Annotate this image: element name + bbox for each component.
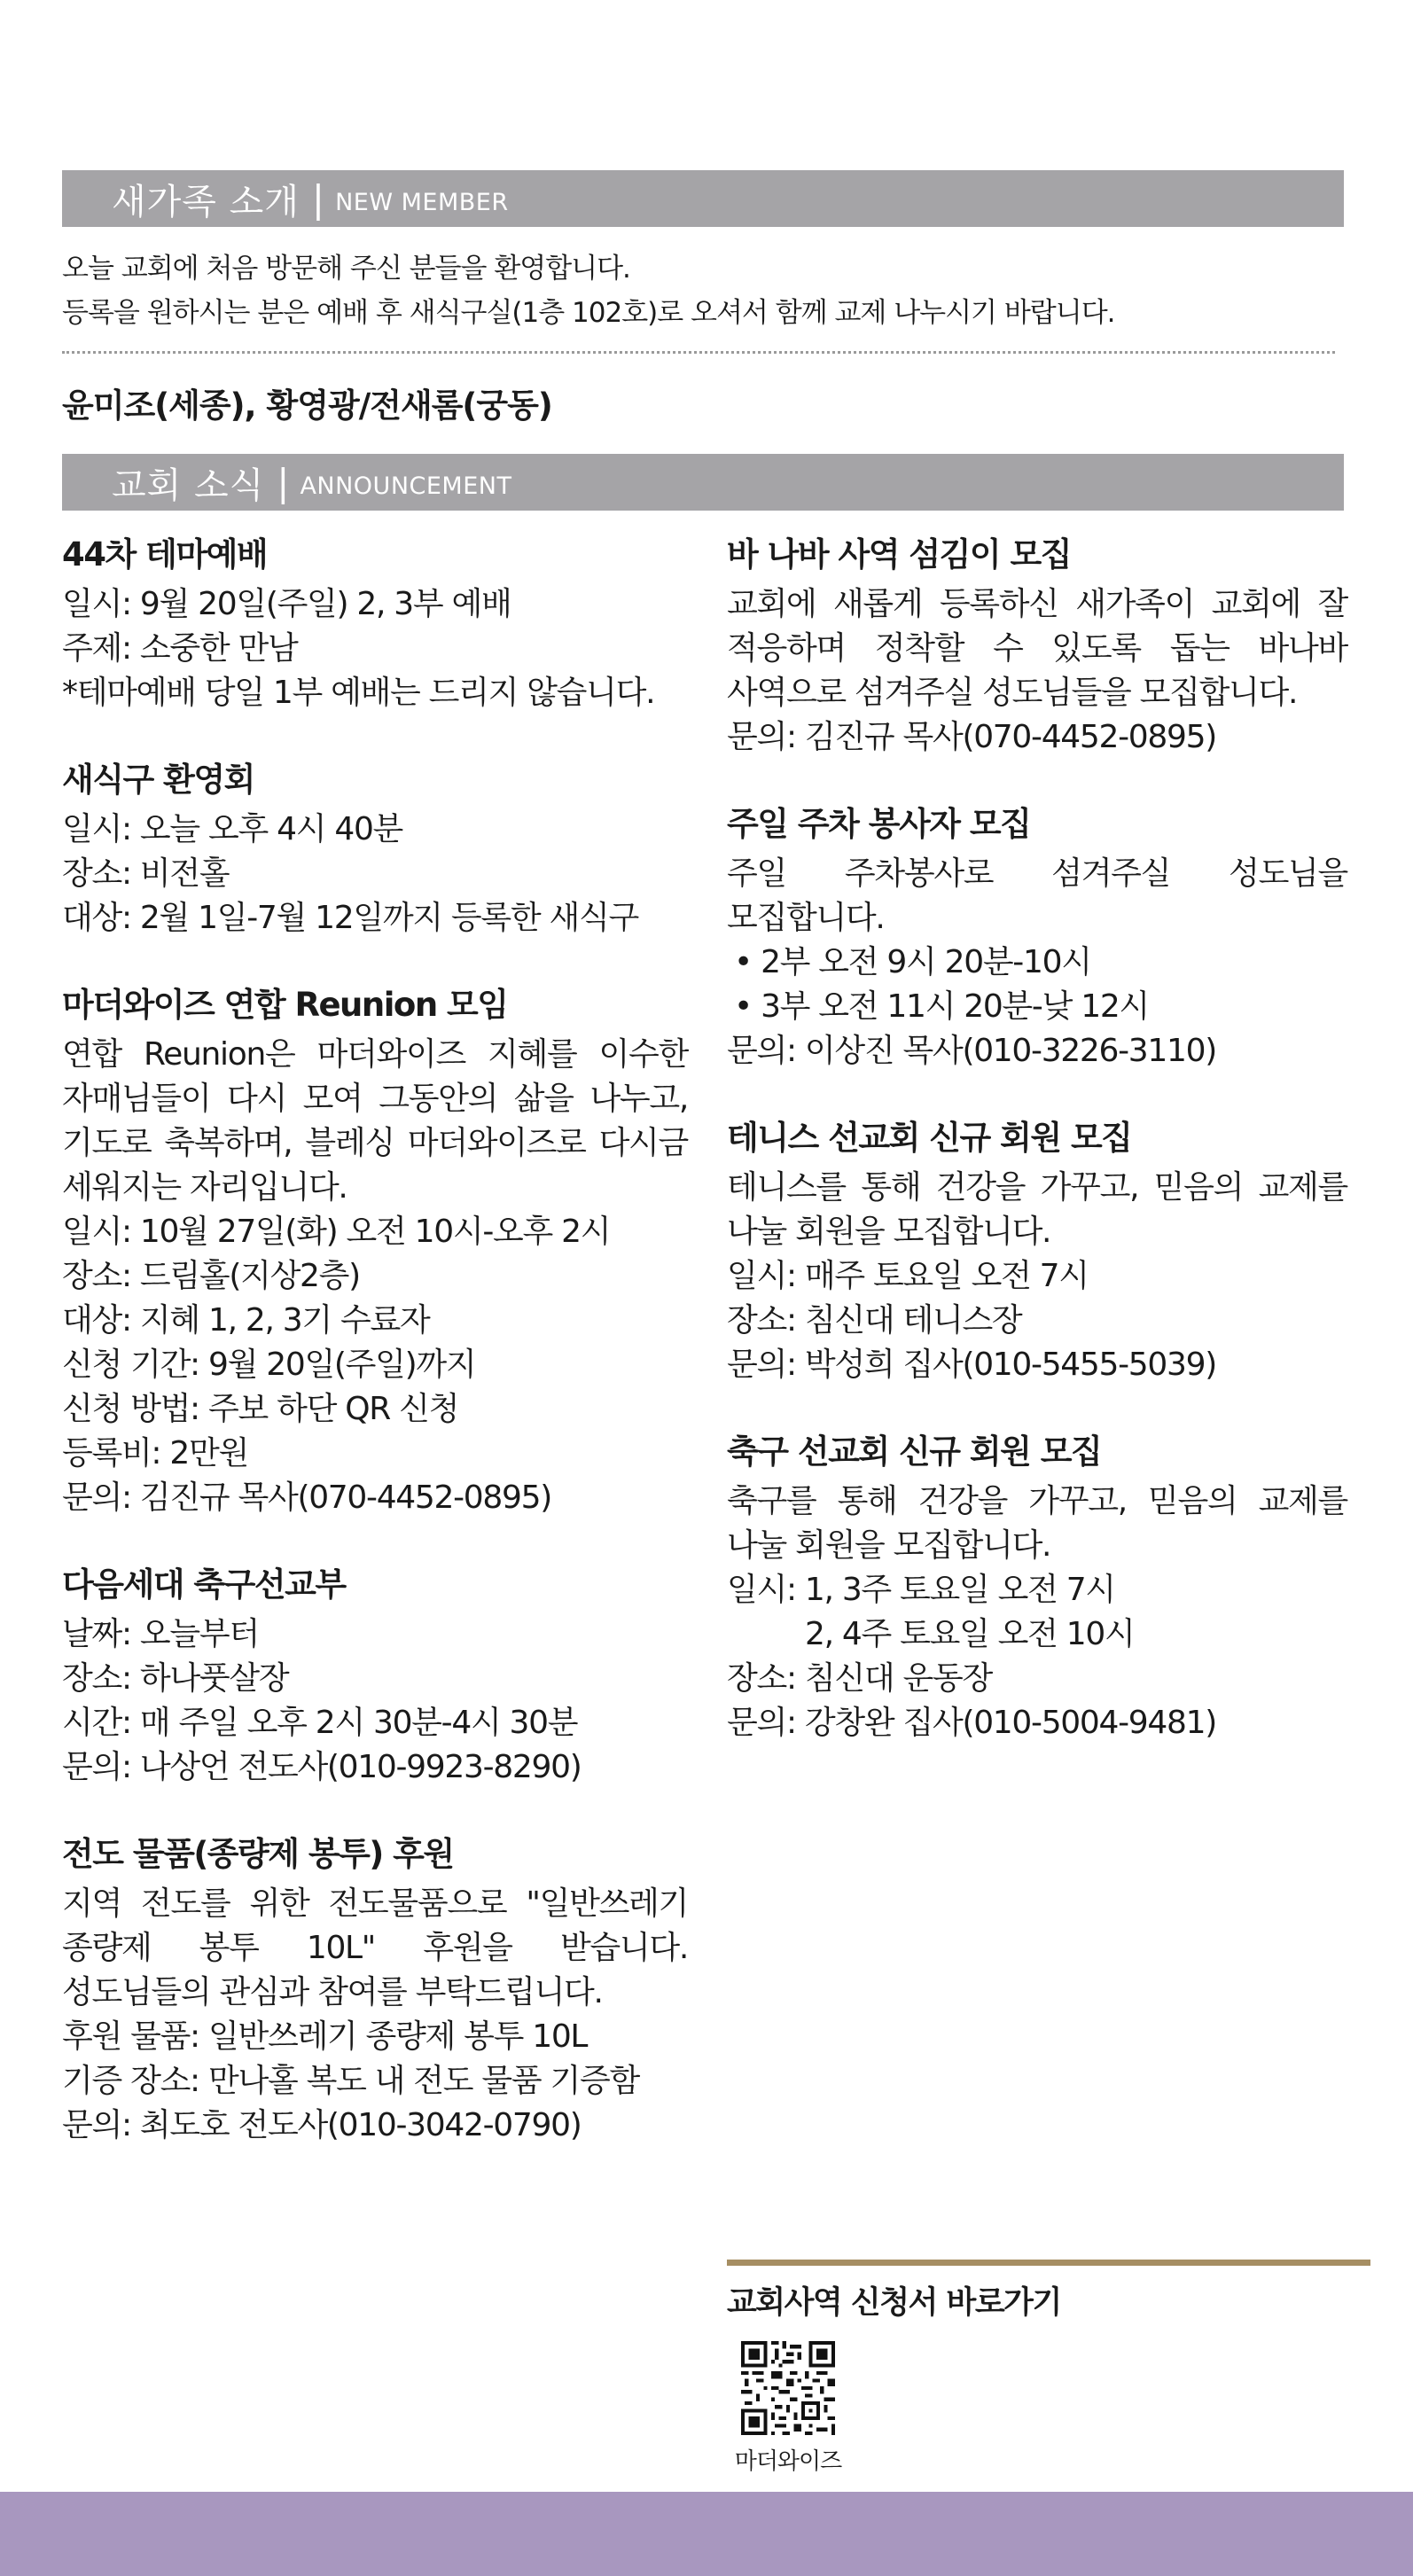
notice-title: 바 나바 사역 섬김이 모집 — [727, 535, 1071, 574]
new-member-intro — [62, 246, 1115, 335]
notice-line: 후원 물품: 일반쓰레기 종량제 봉투 10L — [62, 2018, 588, 2055]
notice-line: 장소: 드림홀(지상2층) — [62, 1258, 360, 1294]
notice-line: 기증 장소: 만나홀 복도 내 전도 물품 기증함 — [62, 2063, 639, 2099]
announcement-right-column — [727, 530, 1347, 1785]
footer-bar — [0, 2492, 1413, 2576]
notice-line: 일시: 9월 20일(주일) 2, 3부 예배 — [62, 586, 511, 622]
intro-line-1: 오늘 교회에 처음 방문해 주신 분들을 환영합니다. — [62, 253, 630, 285]
notice-motherwise-reunion — [62, 980, 688, 1520]
notice-line: 장소: 침신대 운동장 — [727, 1660, 992, 1697]
new-member-title-en: NEW MEMBER — [335, 188, 509, 216]
notice-title: 주일 주차 봉사자 모집 — [727, 805, 1031, 843]
notice-paragraph: 주일 주차봉사로 섬겨주실 성도님을 모집합니다. — [727, 855, 1347, 936]
notice-line: 신청 기간: 9월 20일(주일)까지 — [62, 1347, 476, 1383]
notice-title: 44차 테마예배 — [62, 535, 268, 574]
notice-youth-soccer — [62, 1560, 688, 1790]
notice-line: 문의: 이상진 목사(010-3226-3110) — [727, 1033, 1216, 1069]
new-member-title: 새가족 소개 — [112, 181, 300, 222]
notice-line: 장소: 비전홀 — [62, 855, 230, 892]
notice-title: 축구 선교회 신규 회원 모집 — [727, 1432, 1102, 1471]
notice-line: *테마예배 당일 1부 예배는 드리지 않습니다. — [62, 675, 655, 711]
notice-title: 다음세대 축구선교부 — [62, 1565, 346, 1604]
notice-line: 일시: 10월 27일(화) 오전 10시-오후 2시 — [62, 1214, 611, 1250]
announcement-header — [62, 454, 1344, 511]
announcement-left-column — [62, 530, 688, 2188]
dotted-divider — [62, 351, 1335, 354]
notice-line: 문의: 김진규 목사(070-4452-0895) — [62, 1479, 551, 1516]
notice-line: 장소: 침신대 테니스장 — [727, 1302, 1022, 1339]
new-member-header — [62, 170, 1344, 227]
notice-line: 시간: 매 주일 오후 2시 30분-4시 30분 — [62, 1705, 578, 1741]
header-separator: | — [311, 176, 325, 221]
notice-soccer-club — [727, 1427, 1347, 1745]
notice-line: 2, 4주 토요일 오전 10시 — [805, 1616, 1135, 1652]
notice-theme-worship — [62, 530, 688, 715]
qr-code-icon[interactable] — [741, 2341, 835, 2435]
notice-line: 등록비: 2만원 — [62, 1435, 248, 1471]
announcement-title: 교회 소식 — [112, 464, 265, 506]
notice-paragraph: 축구를 통해 건강을 가꾸고, 믿음의 교제를 나눌 회원을 모집합니다. — [727, 1483, 1347, 1564]
notice-line: 문의: 강창완 집사(010-5004-9481) — [727, 1705, 1216, 1741]
notice-barnabas-recruit — [727, 530, 1347, 760]
notice-line: 일시: 오늘 오후 4시 40분 — [62, 811, 403, 847]
notice-parking-volunteer — [727, 800, 1347, 1073]
notice-line: 날짜: 오늘부터 — [62, 1616, 259, 1652]
notice-line: 일시: 매주 토요일 오전 7시 — [727, 1258, 1089, 1294]
notice-line: 대상: 2월 1일-7월 12일까지 등록한 새식구 — [62, 900, 638, 936]
notice-line: 문의: 김진규 목사(070-4452-0895) — [727, 719, 1216, 755]
notice-line: 주제: 소중한 만남 — [62, 630, 298, 667]
notice-line: 신청 방법: 주보 하단 QR 신청 — [62, 1391, 459, 1427]
qr-divider — [727, 2260, 1370, 2266]
notice-line: 문의: 나상언 전도사(010-9923-8290) — [62, 1749, 582, 1785]
notice-line: 장소: 하나풋살장 — [62, 1660, 289, 1697]
notice-title: 테니스 선교회 신규 회원 모집 — [727, 1119, 1132, 1157]
notice-evangelism-donation — [62, 1830, 688, 2148]
announcement-title-en: ANNOUNCEMENT — [300, 472, 512, 500]
new-member-names: 윤미조(세종), 황영광/전새롬(궁동) — [62, 386, 552, 425]
qr-title: 교회사역 신청서 바로가기 — [727, 2285, 1061, 2321]
notice-bullet: • 2부 오전 9시 20분-10시 — [734, 944, 1091, 980]
notice-line: 대상: 지혜 1, 2, 3기 수료자 — [62, 1302, 430, 1339]
notice-title: 새식구 환영회 — [62, 761, 254, 799]
notice-line: 문의: 박성희 집사(010-5455-5039) — [727, 1347, 1216, 1383]
notice-paragraph: 연합 Reunion은 마더와이즈 지혜를 이수한 자매님들이 다시 모여 그동안의 삶을 나누고, 기도로 축복하며, 블레싱 마더와이즈로 다시금 세워지는 자리입니다. — [62, 1036, 688, 1206]
notice-paragraph: 테니스를 통해 건강을 가꾸고, 믿음의 교제를 나눌 회원을 모집합니다. — [727, 1169, 1347, 1250]
notice-paragraph: 교회에 새롭게 등록하신 새가족이 교회에 잘 적응하며 정착할 수 있도록 돕는 바나바 사역으로 섬겨주실 성도님들을 모집합니다. — [727, 586, 1347, 711]
qr-caption: 마더와이즈 — [734, 2448, 842, 2475]
notice-line: 문의: 최도호 전도사(010-3042-0790) — [62, 2107, 582, 2143]
notice-tennis-club — [727, 1113, 1347, 1387]
header-separator: | — [277, 460, 290, 504]
notice-bullet: • 3부 오전 11시 20분-낮 12시 — [734, 988, 1149, 1025]
intro-line-2: 등록을 원하시는 분은 예배 후 새식구실(1층 102호)로 오셔서 함께 교제 나누시기 바랍니다. — [62, 297, 1115, 329]
notice-line: 일시: 1, 3주 토요일 오전 7시 — [727, 1572, 1115, 1608]
notice-paragraph: 지역 전도를 위한 전도물품으로 "일반쓰레기 종량제 봉투 10L" 후원을 받습니다. 성도님들의 관심과 참여를 부탁드립니다. — [62, 1885, 688, 2010]
notice-title: 전도 물품(종량제 봉투) 후원 — [62, 1835, 454, 1873]
notice-title: 마더와이즈 연합 Reunion 모임 — [62, 986, 508, 1024]
notice-newcomer-welcome — [62, 755, 688, 941]
